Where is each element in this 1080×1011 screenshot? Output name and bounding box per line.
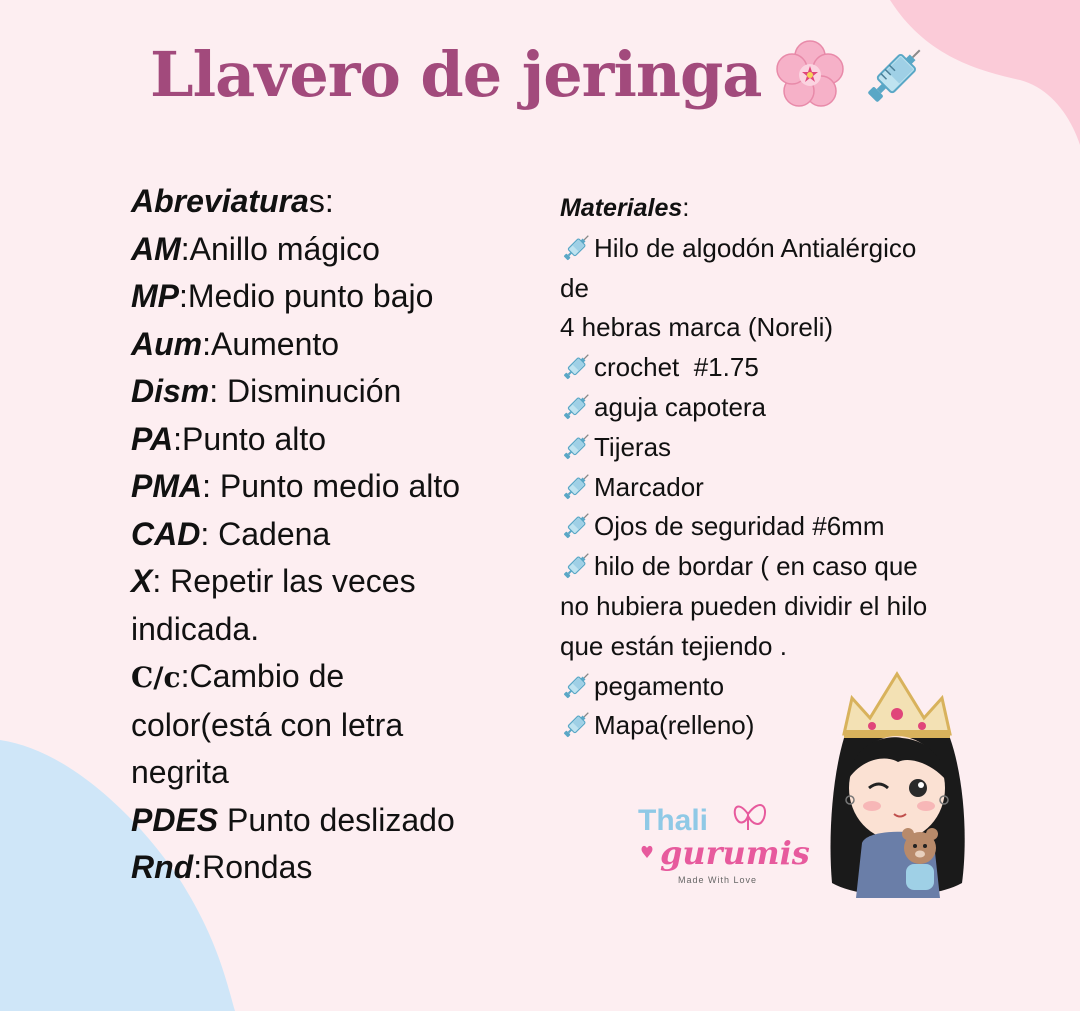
materials-heading: Materiales: — [560, 192, 690, 222]
heart-icon — [642, 846, 653, 858]
syringe-icon — [560, 549, 594, 581]
material-item: pegamento — [560, 667, 980, 707]
material-item: Ojos de seguridad #6mm — [560, 507, 980, 547]
syringe-icon — [560, 470, 594, 502]
abbreviation-continuation: negrita — [131, 754, 229, 790]
abbreviations-heading: Abreviaturas: — [131, 183, 334, 219]
abbreviation-item: AM:Anillo mágico — [131, 230, 380, 267]
abbreviation-item: CAD: Cadena — [131, 515, 331, 552]
syringe-icon — [560, 350, 594, 382]
brand-logo — [636, 790, 821, 890]
cherry-blossom-icon — [775, 40, 845, 110]
abbreviation-continuation: indicada. — [131, 610, 260, 647]
abbreviations-list — [131, 178, 511, 892]
material-item: Marcador — [560, 468, 980, 508]
syringe-icon — [560, 231, 594, 263]
syringe-icon — [859, 39, 931, 111]
abbreviation-item: Rnd:Rondas — [131, 849, 313, 885]
logo-line1: Thali — [638, 804, 709, 837]
material-continuation: 4 hebras marca (Noreli) — [560, 312, 834, 343]
butterfly-icon — [735, 805, 765, 830]
abbreviation-item: X: Repetir las veces — [131, 563, 416, 599]
abbreviation-item: MP:Medio punto bajo — [131, 278, 434, 314]
syringe-icon — [560, 708, 594, 740]
abbreviation-item: C/c:Cambio de — [131, 658, 345, 694]
abbreviation-continuation: color(está con letra — [131, 706, 404, 743]
abbreviation-item: PDES Punto deslizado — [131, 801, 455, 838]
princess-illustration — [822, 668, 972, 908]
material-item: Mapa(relleno) — [560, 706, 980, 746]
syringe-icon — [560, 430, 594, 462]
abbreviation-item: Aum:Aumento — [131, 325, 340, 362]
syringe-icon — [560, 509, 594, 541]
material-item: hilo de bordar ( en caso que — [560, 547, 980, 587]
abbreviation-item: Dism: Disminución — [131, 373, 402, 409]
material-item: Tijeras — [560, 428, 980, 468]
title-text: Llavero de jeringa — [150, 38, 762, 111]
material-continuation: no hubiera pueden dividir el hilo — [560, 590, 928, 621]
syringe-icon — [560, 390, 594, 422]
abbreviation-item: PA:Punto alto — [131, 420, 327, 457]
logo-tagline: Made With Love — [678, 875, 758, 885]
material-item: Hilo de algodón Antialérgico — [560, 229, 980, 269]
material-continuation: que están tejiendo . — [560, 630, 787, 661]
material-item: crochet #1.75 — [560, 348, 980, 388]
materials-list — [560, 188, 980, 746]
material-item: aguja capotera — [560, 388, 980, 428]
abbreviation-item: PMA: Punto medio alto — [131, 468, 461, 504]
logo-line2: gurumis — [660, 834, 810, 872]
material-continuation: de — [560, 272, 589, 303]
page-title — [150, 38, 931, 111]
syringe-icon — [560, 669, 594, 701]
